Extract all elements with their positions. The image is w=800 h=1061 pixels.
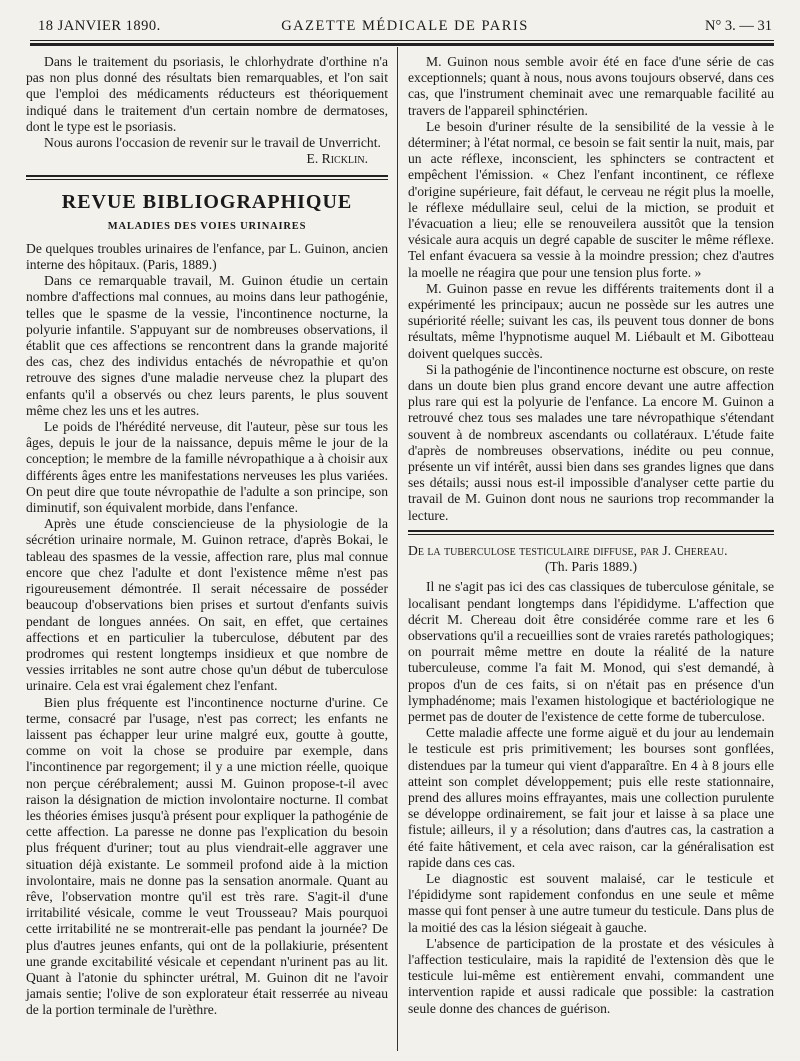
body-paragraph-2: Le poids de l'hérédité nerveuse, dit l'auteur, pèse sur tous les âges, depuis le jour de la naissance, depuis même le jour de la conception; le membre de la famille névropathique a à choisir aux différents âges entre les manifestations nerveuses les plus variées. On peut dire que toute névropathie de l'adulte a son principe, son diminutif, son équivalent morbide, dans l'enfance. — [26, 419, 388, 516]
header-rule-thick — [30, 43, 774, 46]
left-column — [26, 54, 388, 1019]
article-separator — [408, 530, 774, 535]
body-paragraph-12: L'absence de participation de la prostate et des vésicules à l'affection testiculaire, mais la rapidité de l'extension dès que le testicule lui-même est entièrement envahi, commandent une intervention rapide et aussi radicale que possible: la castration seule donne des chances de guérison. — [408, 935, 774, 1016]
page-header — [38, 18, 772, 38]
header-rule-thin — [30, 40, 774, 41]
body-paragraph-6: Le besoin d'uriner résulte de la sensibilité de la vessie à le déterminer; à l'état normal, ce besoin se fait sentir la nuit, mais, par un acte réflexe, inconscient, les sphincters se contractent et empêchent l'émission. « Chez l'enfant incontinent, ce réflexe d'origine supérieure, fait défaut, le cerveau ne régit plus la moelle, le réflexe médullaire seul, celui de la miction, se produit et l'évacuation a lieu; elle se renouveilera aussitôt que la tension vésicale aura acquis un degré capable de susciter le même réflexe. Tel enfant évacuera sa vessie à la moindre pression; chez d'autres la moelle ne réagira que pour une tension plus forte. » — [408, 118, 774, 280]
column-divider — [397, 47, 398, 1051]
section-separator — [26, 175, 388, 180]
body-paragraph-7: M. Guinon passe en revue les différents traitements dont il a expérimenté les principaux; aucun ne possède sur les autres une supériorité réelle; suivant les cas, ils peuvent tous donner de bons résultats, même l'hypnotisme auquel M. Liébault et M. Gibotteau doivent quelques succès. — [408, 280, 774, 361]
bibliography-entry-title: De quelques troubles urinaires de l'enfance, par L. Guinon, ancien interne des hôpitaux. (Paris, 1889.) — [26, 240, 388, 273]
body-paragraph-9: Il ne s'agit pas ici des cas classiques de tuberculose génitale, se localisant pendant longtemps dans l'épididyme. L'affection que décrit M. Chereau doit être considérée comme rare et les 6 observations qu'il a recueillies sont de vraies raretés pathologiques; on pourrait même mettre en doute la réalité de la nature tuberculeuse, comme l'a fait M. Monod, qui s'est demandé, à propos d'un de ces faits, si on n'était pas en présence d'un lymphadénome; mais l'examen histologique et bactériologique ne permet pas de douter de l'existence de cette forme de tuberculose. — [408, 579, 774, 724]
body-paragraph-10: Cette maladie affecte une forme aiguë et du jour au lendemain le testicule est pris primitivement; les bourses sont gonflées, distendues par la tumeur qui vient d'apparaître. En 4 à 8 jours elle atteint son complet développement; puis elle reste stationnaire, prend des allures moins effrayantes, mais une collection purulente se développe ordinairement, se fait jour et laisse à sa place une fistule; ailleurs, il y a résolution; dans d'autres cas, la castration a été faite hâtivement, et cela avec raison, car la généralisation est rapide dans ces cas. — [408, 725, 774, 870]
body-paragraph-5: M. Guinon nous semble avoir été en face d'une série de cas exceptionnels; quant à nous, nous avons toujours observé, dans ces cas, que l'instrument cheminait avec une remarquable facilité au travers de l'appareil sphinctérien. — [408, 54, 774, 118]
body-paragraph-4: Bien plus fréquente est l'incontinence nocturne d'urine. Ce terme, consacré par l'usage, n'est pas correct; les enfants ne laissent pas échapper leur urine malgré eux, goutte à goutte, comme on voit la chose se produire par exemple, dans l'incontinence par regorgement; il y a une miction réelle, quoique non perçue cérébralement; aussi M. Guinon propose-t-il avec raison la désignation de miction involontaire nocturne. Il combat les théories émises jusqu'à présent pour expliquer la pathogénie de cette affection. La paresse ne donne pas l'explication du besoin plus fréquent d'uriner; tout au plus viendrait-elle aggraver une situation déjà existante. Le sommeil profond aide à la miction involontaire, mais ne donne pas la sensation anormale. Quant au rêve, l'observation montre qu'il est très rare. S'agit-il d'une irritabilité vésicale, comme le veut Trousseau? Mais pourquoi cette irritabilité ne se montrerait-elle pas pendant la journée? De plus d'autres jeunes enfants, qui ont de la pollakiurie, présentent une grande excitabilité vésicale et cependant n'urinent pas au lit. Quant à l'atonie du sphincter urétral, M. Guinon dit ne l'avoir jamais sentie; l'olive de son explorateur était resserrée au niveau de la portion terminale de l'urèthre. — [26, 694, 388, 1018]
section-subtitle: MALADIES DES VOIES URINAIRES — [107, 220, 307, 232]
body-paragraph-11: Le diagnostic est souvent malaisé, car le testicule et l'épididyme sont rapidement confondus en une seule et même masse qui font penser à une autre tumeur du testicule. Dans plus de la moitié des cas la lésion siégeait à gauche. — [408, 870, 774, 935]
intro-paragraph: Dans le traitement du psoriasis, le chlorhydrate d'orthine n'a pas non plus donné des résultats bien remarquables, et l'on sait que l'emploi des médicaments réducteurs est théoriquement indiqué dans le traitement d'un certain nombre de dermatoses, dont le type est le psoriasis. — [26, 54, 388, 134]
bibliography-entry-title-2: De la tuberculose testiculaire diffuse, par J. Chereau. — [408, 542, 728, 558]
issue-date: 18 JANVIER 1890. — [38, 18, 161, 34]
section-title: REVUE BIBLIOGRAPHIQUE — [61, 191, 353, 214]
page-number: N° 3. — 31 — [704, 18, 772, 34]
body-paragraph-8: Si la pathogénie de l'incontinence nocturne est obscure, on reste dans un doute bien plus grand encore devant une autre affection plus rare qui est la polyurie de l'enfance. La encore M. Guinon a retrouvé chez tous ses malades une tare névropathique s'étendant souvent à de nombreux ascendants ou collatéraux. L'étude faite d'après de nombreuses observations, inédite ou peu connue, présente un vif intérêt, aussi bien dans ses grandes lignes que dans ses détails; aussi nous est-il impossible d'analyser cette partie du travail de M. Guinon dont nous ne saurions trop recommander la lecture. — [408, 361, 774, 523]
author-signature: E. Ricklin. — [306, 151, 368, 167]
journal-title: GAZETTE MÉDICALE DE PARIS — [281, 18, 529, 34]
right-column — [408, 54, 774, 1017]
body-paragraph-1: Dans ce remarquable travail, M. Guinon étudie un certain nombre d'affections mal connues, au moins dans leur pathogénie, telles que le spasme de la vessie, l'incontinence nocturne, la polyurie infantile. S'appuyant sur de nombreuses observations, il établit que ces affections se rencontrent dans la grande majorité des cas, chez des individus entachés de névropathie et qu'on retrouve des signes d'une maladie nerveuse chez la plupart des enfants qu'il a observés ou chez leurs parents, le plus souvent même chez les uns et les autres. — [26, 273, 388, 418]
bibliography-entry-sub-2: (Th. Paris 1889.) — [544, 559, 638, 575]
body-paragraph-3: Après une étude consciencieuse de la physiologie de la sécrétion urinaire normale, M. Guinon retrace, d'après Bokai, le tableau des spasmes de la vessie, affection rare, plus mal connue encore que chez l'adulte et dont l'existence même n'est pas rigoureusement démontrée. Il serait nécessaire de posséder beaucoup d'observations bien prises et surtout d'enfants suivis pendant de longues années. On sait, en effet, que certaines affections et en particulier la tuberculose, débutent par des prodromes qui restent longtemps insidieux et que nombre de vessies irritables ne sont autre chose qu'un début de tuberculose urinaire. Cela est vrai également chez l'enfant. — [26, 516, 388, 694]
closing-paragraph: Nous aurons l'occasion de revenir sur le travail de Unverricht. — [44, 135, 381, 151]
